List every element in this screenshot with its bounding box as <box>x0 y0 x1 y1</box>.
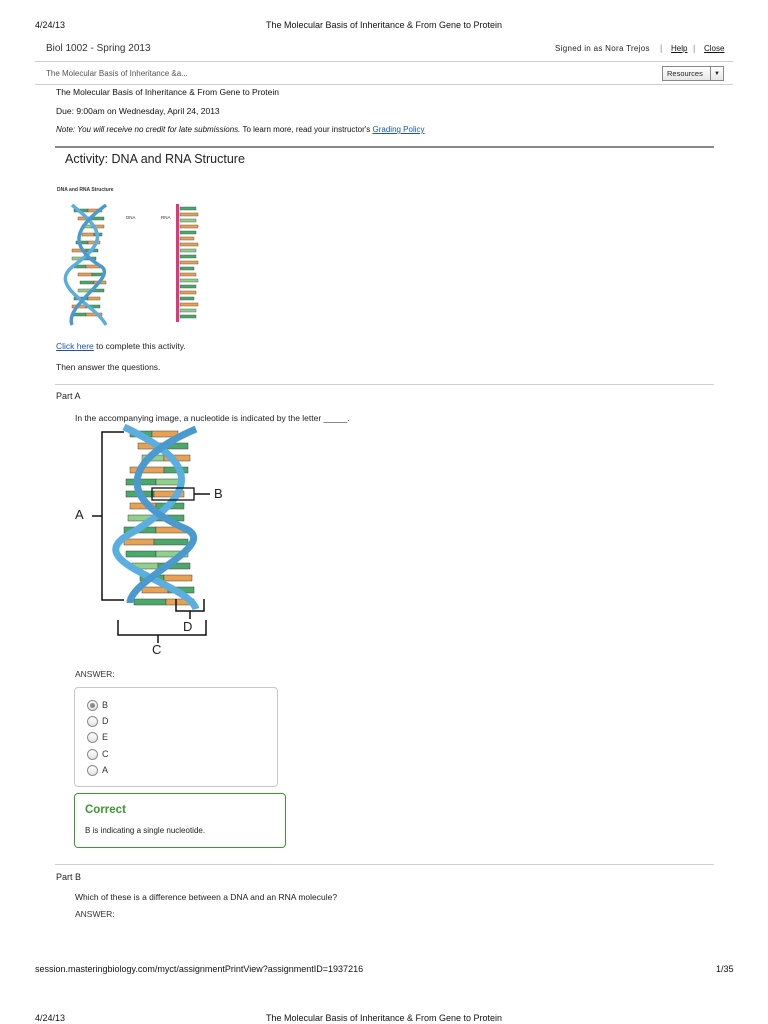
resources-label: Resources <box>667 69 703 78</box>
answer-label: ANSWER: <box>75 669 115 679</box>
rna-label: RNA <box>161 215 171 220</box>
dna-helix-image <box>70 423 240 660</box>
close-link[interactable]: Close <box>704 44 725 53</box>
option-label: B <box>102 700 109 710</box>
help-link[interactable]: Help <box>671 44 688 53</box>
signed-in-text: Signed in as Nora Trejos <box>555 44 650 53</box>
feedback-title: Correct <box>85 804 126 816</box>
print-date: 4/24/13 <box>35 20 66 30</box>
dna-rna-diagram <box>56 187 216 331</box>
course-name: Biol 1002 - Spring 2013 <box>46 43 151 54</box>
due-date: Due: 9:00am on Wednesday, April 24, 2013 <box>56 106 220 116</box>
feedback-text: B is indicating a single nucleotide. <box>85 826 206 835</box>
divider: | <box>693 43 696 53</box>
option-label: C <box>102 749 109 759</box>
option-radio-e[interactable] <box>87 732 98 743</box>
late-note-italic: Note: You will receive no credit for late submissions. <box>56 125 241 134</box>
late-note <box>56 125 425 134</box>
part-b-answer-label: ANSWER: <box>75 909 115 919</box>
label-a: A <box>75 507 84 522</box>
grading-policy-link[interactable]: Grading Policy <box>372 125 425 134</box>
option-label: D <box>102 716 109 726</box>
part-a-question: In the accompanying image, a nucleotide is indicated by the letter _____. <box>75 413 350 423</box>
figure-title: DNA and RNA Structure <box>57 187 114 193</box>
feedback-box <box>74 793 286 848</box>
label-d: D <box>183 619 193 634</box>
divider-line <box>55 864 714 865</box>
next-page-date: 4/24/13 <box>35 1013 66 1023</box>
part-b-question: Which of these is a difference between a DNA and an RNA molecule? <box>75 892 338 902</box>
click-here-line <box>56 341 186 351</box>
print-title: The Molecular Basis of Inheritance & From Gene to Protein <box>265 20 503 30</box>
option-radio-b[interactable] <box>87 700 98 711</box>
assignment-title: The Molecular Basis of Inheritance & From Gene to Protein <box>56 87 279 97</box>
divider-line <box>35 84 733 85</box>
then-answer-text: Then answer the questions. <box>56 362 161 372</box>
divider: | <box>660 43 663 53</box>
option-label: A <box>102 765 109 775</box>
part-b-label: Part B <box>56 872 82 882</box>
dna-label: DNA <box>126 215 136 220</box>
chevron-down-icon: ▼ <box>710 67 723 80</box>
print-url: session.masteringbiology.com/myct/assignmentPrintView?assignmentID=1937216 <box>35 964 364 974</box>
activity-title: Activity: DNA and RNA Structure <box>65 152 245 166</box>
option-radio-c[interactable] <box>87 749 98 760</box>
breadcrumb: The Molecular Basis of Inheritance &a... <box>46 69 188 78</box>
click-here-link[interactable]: Click here <box>56 341 94 351</box>
divider-line <box>55 384 714 385</box>
divider-line <box>35 61 733 62</box>
next-page-title: The Molecular Basis of Inheritance & From Gene to Protein <box>265 1013 503 1023</box>
label-c: C <box>152 642 162 657</box>
late-note-rest: To learn more, read your instructor's <box>240 125 373 134</box>
option-label: E <box>102 732 109 742</box>
section-divider <box>55 146 714 148</box>
click-here-rest: to complete this activity. <box>93 341 186 351</box>
resources-dropdown[interactable] <box>662 66 724 81</box>
print-page-number: 1/35 <box>716 964 734 974</box>
nucleotide-diagram <box>70 423 240 660</box>
dna-rna-figure <box>56 187 216 331</box>
option-radio-d[interactable] <box>87 716 98 727</box>
label-b: B <box>214 486 223 501</box>
answer-options <box>74 687 278 787</box>
option-radio-a[interactable] <box>87 765 98 776</box>
part-a-label: Part A <box>56 391 81 401</box>
